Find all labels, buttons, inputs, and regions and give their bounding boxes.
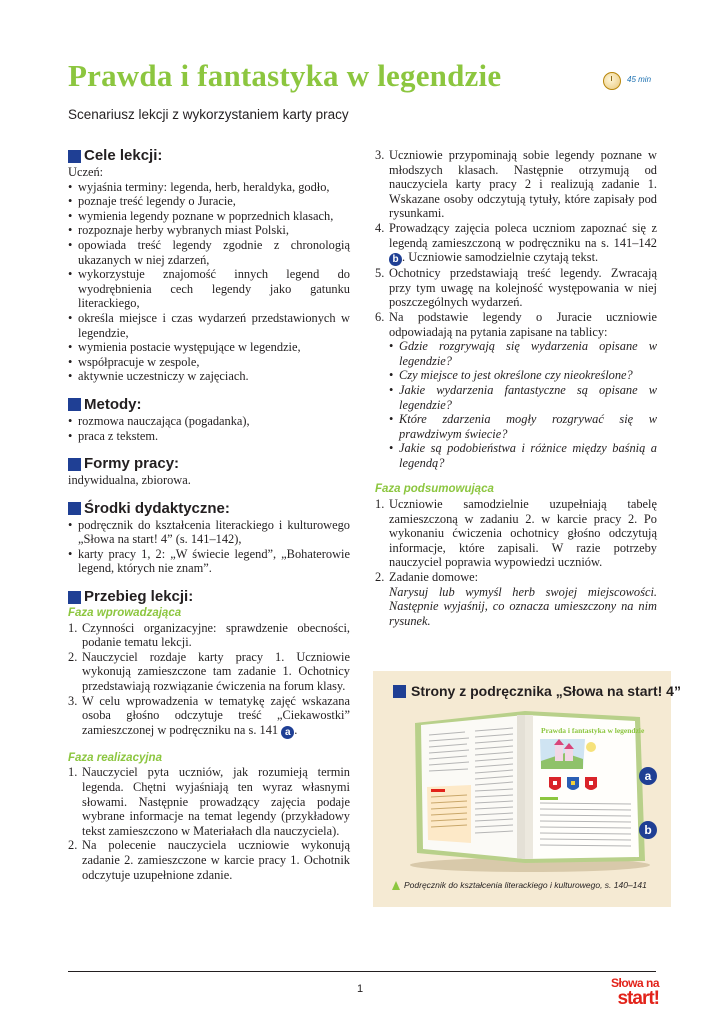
list-item: 5. Ochotnicy przedstawiają treść legendy. Zwracają przy tym uwagę na kolejność występowania w niej poszczególnych wydarzeń. bbox=[375, 266, 657, 310]
badge-b-label: b bbox=[644, 823, 652, 837]
right-column bbox=[375, 148, 657, 628]
list-item: • współpracuje w zespole, bbox=[68, 355, 350, 370]
question-item: • Gdzie rozgrywają się wydarzenia opisane w legendzie? bbox=[389, 339, 657, 368]
question-item: • Czy miejsce to jest określone czy nieokreślone? bbox=[389, 368, 657, 383]
heading-square-icon bbox=[68, 591, 81, 604]
textbook-caption: Podręcznik do kształcenia literackiego i kulturowego, s. 140–141 bbox=[392, 880, 647, 890]
intro-phase-label: Faza wprowadzająca bbox=[68, 607, 182, 620]
goals-heading: Cele lekcji: bbox=[68, 147, 350, 165]
badge-a-icon: a bbox=[281, 726, 294, 739]
methods-heading: Metody: bbox=[68, 396, 350, 414]
heading-square-icon bbox=[68, 150, 81, 163]
book-title-text: Prawda i fantastyka w legendzie bbox=[541, 726, 645, 735]
heading-square-icon bbox=[393, 685, 406, 698]
list-item: 6. Na podstawie legendy o Juracie uczniowie odpowiadają na pytania zapisane na tablicy: • Gdzie rozgrywają się wydarzenia opisane w legendzie? • Czy miejsce to jest określone czy nieokreślone? • Jakie wydarzenia fantastyczne są opisane w legendzie? • Które zdarzenia mogły rozgrywać się w prawdziwym świecie? • Jakie są podobieństwa i różnice między baśnią a legendą? bbox=[375, 310, 657, 471]
page-subtitle: Scenariusz lekcji z wykorzystaniem karty pracy bbox=[68, 107, 349, 122]
methods-list bbox=[68, 414, 350, 443]
summary-phase-list bbox=[375, 497, 657, 628]
questions-list bbox=[389, 339, 657, 470]
course-heading: Przebieg lekcji: bbox=[68, 588, 350, 606]
list-item: • wykorzystuje znajomość innych legend do wyodrębnienia cech legendy jako gatunku literackiego, bbox=[68, 267, 350, 311]
list-item: • podręcznik do kształcenia literackiego i kulturowego „Słowa na start! 4” (s. 141–142), bbox=[68, 518, 350, 547]
left-column bbox=[68, 147, 350, 882]
list-item: 1. Czynności organizacyjne: sprawdzenie obecności, podanie tematu lekcji. bbox=[68, 620, 350, 650]
means-heading: Środki dydaktyczne: bbox=[68, 500, 350, 518]
list-item: 2. Zadanie domowe: Narysuj lub wymyśl herb swojej miejscowości. Następnie wyjaśnij, co oznacza umieszczony na nim rysunek. bbox=[375, 570, 657, 628]
list-item: • praca z tekstem. bbox=[68, 429, 350, 444]
means-list bbox=[68, 518, 350, 576]
lesson-duration: 45 min bbox=[627, 75, 652, 84]
list-item: 1. Uczniowie samodzielnie uzupełniają tabelę zamieszczoną w zadaniu 2. w karcie pracy 2. Po wykonaniu ćwiczenia ochotnicy głośno odczytują informacje, które zapisali. W razie potrzeby nauczyciel poprawia wypowiedzi uczniów. bbox=[375, 497, 657, 570]
list-item: 3. W celu wprowadzenia w tematykę zajęć wskazana osoba głośno odczytuje treść „Ciekawostki” zamieszczonej w podręczniku na s. 141 a . bbox=[68, 693, 350, 738]
summary-phase-label: Faza podsumowująca bbox=[375, 483, 494, 496]
forms-heading: Formy pracy: bbox=[68, 455, 350, 473]
list-item: 2. Na polecenie nauczyciela uczniowie wykonują zadanie 2. zamieszczone w karcie pracy 1. Ochotnik odczytuje uzupełnione zdanie. bbox=[68, 838, 350, 882]
list-item: 1. Nauczyciel pyta uczniów, jak rozumieją termin legenda. Chętni wyjaśniają ten wyraz własnymi słowami. Następnie prowadzący zajęcia podaje wybrane informacje na temat legendy (przykładowy tekst zamieszczono w Materiałach dla nauczyciela). bbox=[68, 765, 350, 838]
goals-intro: Uczeń: bbox=[68, 165, 104, 179]
intro-phase-list bbox=[68, 621, 350, 739]
list-item: • wymienia postacie występujące w legendzie, bbox=[68, 340, 350, 355]
list-item: 2. Nauczyciel rozdaje karty pracy 1. Uczniowie wykonują zamieszczone tam zadanie 1. Ochotnicy przedstawiają rozwiązanie ćwiczenia na forum klasy. bbox=[68, 649, 350, 694]
main-phase-list bbox=[68, 765, 350, 882]
forms-text: indywidualna, zbiorowa. bbox=[68, 473, 191, 488]
list-item: • wyjaśnia terminy: legenda, herb, heraldyka, godło, bbox=[68, 180, 350, 195]
brand-logo: Słowa na start! bbox=[610, 976, 659, 1009]
page-title: Prawda i fantastyka w legendzie bbox=[68, 58, 502, 93]
list-item: 3. Uczniowie przypominają sobie legendy poznane w młodszych klasach. Następnie otrzymują od nauczyciela karty pracy 2 i realizują zadanie 1. Wskazane osoby odczytują tytuły, które zapisały pod rysunkami. bbox=[375, 148, 657, 221]
homework-text: Narysuj lub wymyśl herb swojej miejscowości. Następnie wyjaśnij, co oznacza umieszczony na nim rysunek. bbox=[389, 584, 657, 628]
question-item: • Jakie są podobieństwa i różnice między baśnią a legendą? bbox=[389, 441, 657, 470]
badge-b-icon: b bbox=[389, 253, 402, 266]
list-item: • określa miejsce i czas wydarzeń przedstawionych w legendzie, bbox=[68, 311, 350, 340]
list-item: • wymienia legendy poznane w poprzednich klasach, bbox=[68, 209, 350, 224]
main-phase-continued-list bbox=[375, 148, 657, 470]
textbook-box-title: Strony z podręcznika „Słowa na start! 4” bbox=[393, 683, 681, 699]
question-item: • Jakie wydarzenia fantastyczne są opisane w legendzie? bbox=[389, 383, 657, 412]
list-item: • opowiada treść legendy zgodnie z chronologią ukazanych w niej zdarzeń, bbox=[68, 238, 350, 267]
list-item: • rozmowa nauczająca (pogadanka), bbox=[68, 414, 350, 429]
textbook-image bbox=[395, 703, 665, 875]
page-number: 1 bbox=[357, 983, 364, 995]
list-item: • rozpoznaje herby wybranych miast Polski, bbox=[68, 223, 350, 238]
list-item: 4. Prowadzący zajęcia poleca uczniom zapoznać się z legendą zamieszczoną w podręczniku na s. 141–142 b . Uczniowie samodzielnie czytają tekst. bbox=[375, 220, 657, 266]
clock-icon bbox=[603, 72, 621, 90]
heading-square-icon bbox=[68, 458, 81, 471]
triangle-icon bbox=[392, 881, 400, 890]
badge-a-label: a bbox=[644, 769, 652, 783]
main-phase-label: Faza realizacyjna bbox=[68, 751, 162, 764]
list-item: • karty pracy 1, 2: „W świecie legend”, „Bohaterowie legend, których nie znam”. bbox=[68, 547, 350, 576]
list-item: • aktywnie uczestniczy w zajęciach. bbox=[68, 369, 350, 384]
footer-divider bbox=[68, 971, 656, 972]
goals-list bbox=[68, 180, 350, 384]
heading-square-icon bbox=[68, 502, 81, 515]
heading-square-icon bbox=[68, 398, 81, 411]
question-item: • Które zdarzenia mogły rozgrywać się w prawdziwym świecie? bbox=[389, 412, 657, 441]
list-item: • poznaje treść legendy o Juracie, bbox=[68, 194, 350, 209]
